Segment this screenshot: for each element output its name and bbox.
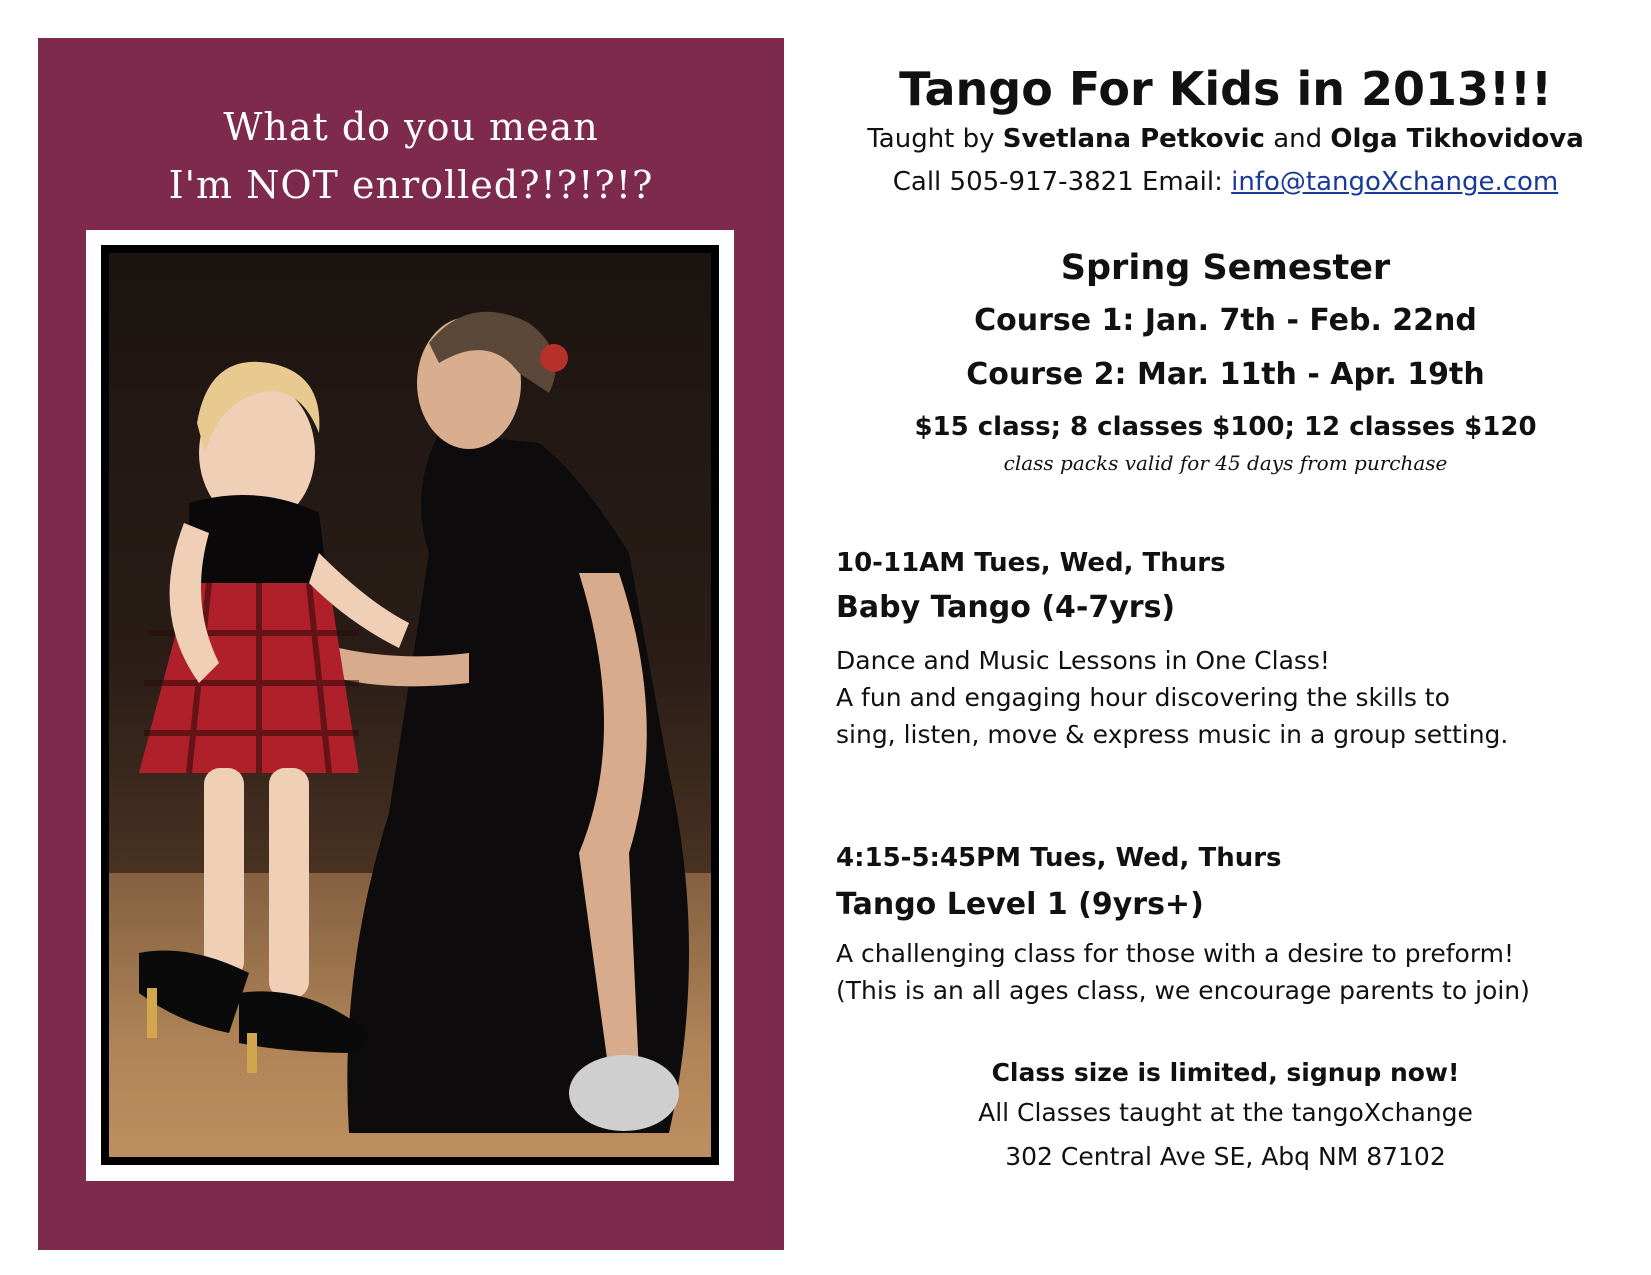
- and-label: and: [1273, 124, 1323, 154]
- email-link[interactable]: info@tangoXchange.com: [1231, 167, 1559, 197]
- phone-text: Call 505-917-3821 Email:: [892, 167, 1223, 197]
- page-title: Tango For Kids in 2013!!!: [899, 62, 1552, 116]
- class-time: 10-11AM Tues, Wed, Thurs: [836, 548, 1226, 578]
- tagline-line2: I'm NOT enrolled?!?!?!?: [168, 163, 654, 207]
- class-name: Baby Tango (4-7yrs): [836, 590, 1176, 625]
- semester-heading: Spring Semester: [1060, 248, 1391, 288]
- tagline-line1: What do you mean: [223, 105, 599, 149]
- description-line: A challenging class for those with a desire to preform!: [836, 939, 1515, 968]
- signup-callout: Class size is limited, signup now!: [991, 1058, 1460, 1087]
- venue-line: All Classes taught at the tangoXchange: [978, 1098, 1473, 1127]
- dance-photo: [109, 253, 711, 1157]
- instructor-name: Olga Tikhovidova: [1330, 124, 1584, 154]
- class-name: Tango Level 1 (9yrs+): [836, 887, 1204, 922]
- pricing-line: $15 class; 8 classes $100; 12 classes $120: [914, 412, 1537, 442]
- course-dates-1: Course 1: Jan. 7th - Feb. 22nd: [974, 303, 1477, 338]
- tagline: [38, 98, 784, 214]
- class-description: [836, 642, 1508, 753]
- class-description: [836, 935, 1530, 1009]
- contact-line: [800, 167, 1651, 197]
- venue-address: 302 Central Ave SE, Abq NM 87102: [1005, 1142, 1446, 1171]
- course-dates-2: Course 2: Mar. 11th - Apr. 19th: [966, 357, 1485, 392]
- description-line: A fun and engaging hour discovering the skills to: [836, 683, 1450, 712]
- poster-left-panel: [38, 38, 784, 1250]
- class-time: 4:15-5:45PM Tues, Wed, Thurs: [836, 843, 1282, 873]
- photo-border: [101, 245, 719, 1165]
- instructors-line: [800, 124, 1651, 154]
- class-packs-note: class packs valid for 45 days from purchase: [1003, 451, 1448, 475]
- description-line: Dance and Music Lessons in One Class!: [836, 646, 1330, 675]
- photo-frame: [86, 230, 734, 1181]
- description-line: sing, listen, move & express music in a group setting.: [836, 720, 1509, 749]
- instructor-name: Svetlana Petkovic: [1002, 124, 1265, 154]
- description-line: (This is an all ages class, we encourage parents to join): [836, 976, 1530, 1005]
- taught-by-label: Taught by: [867, 124, 995, 154]
- dance-photo-illustration: [109, 253, 711, 1157]
